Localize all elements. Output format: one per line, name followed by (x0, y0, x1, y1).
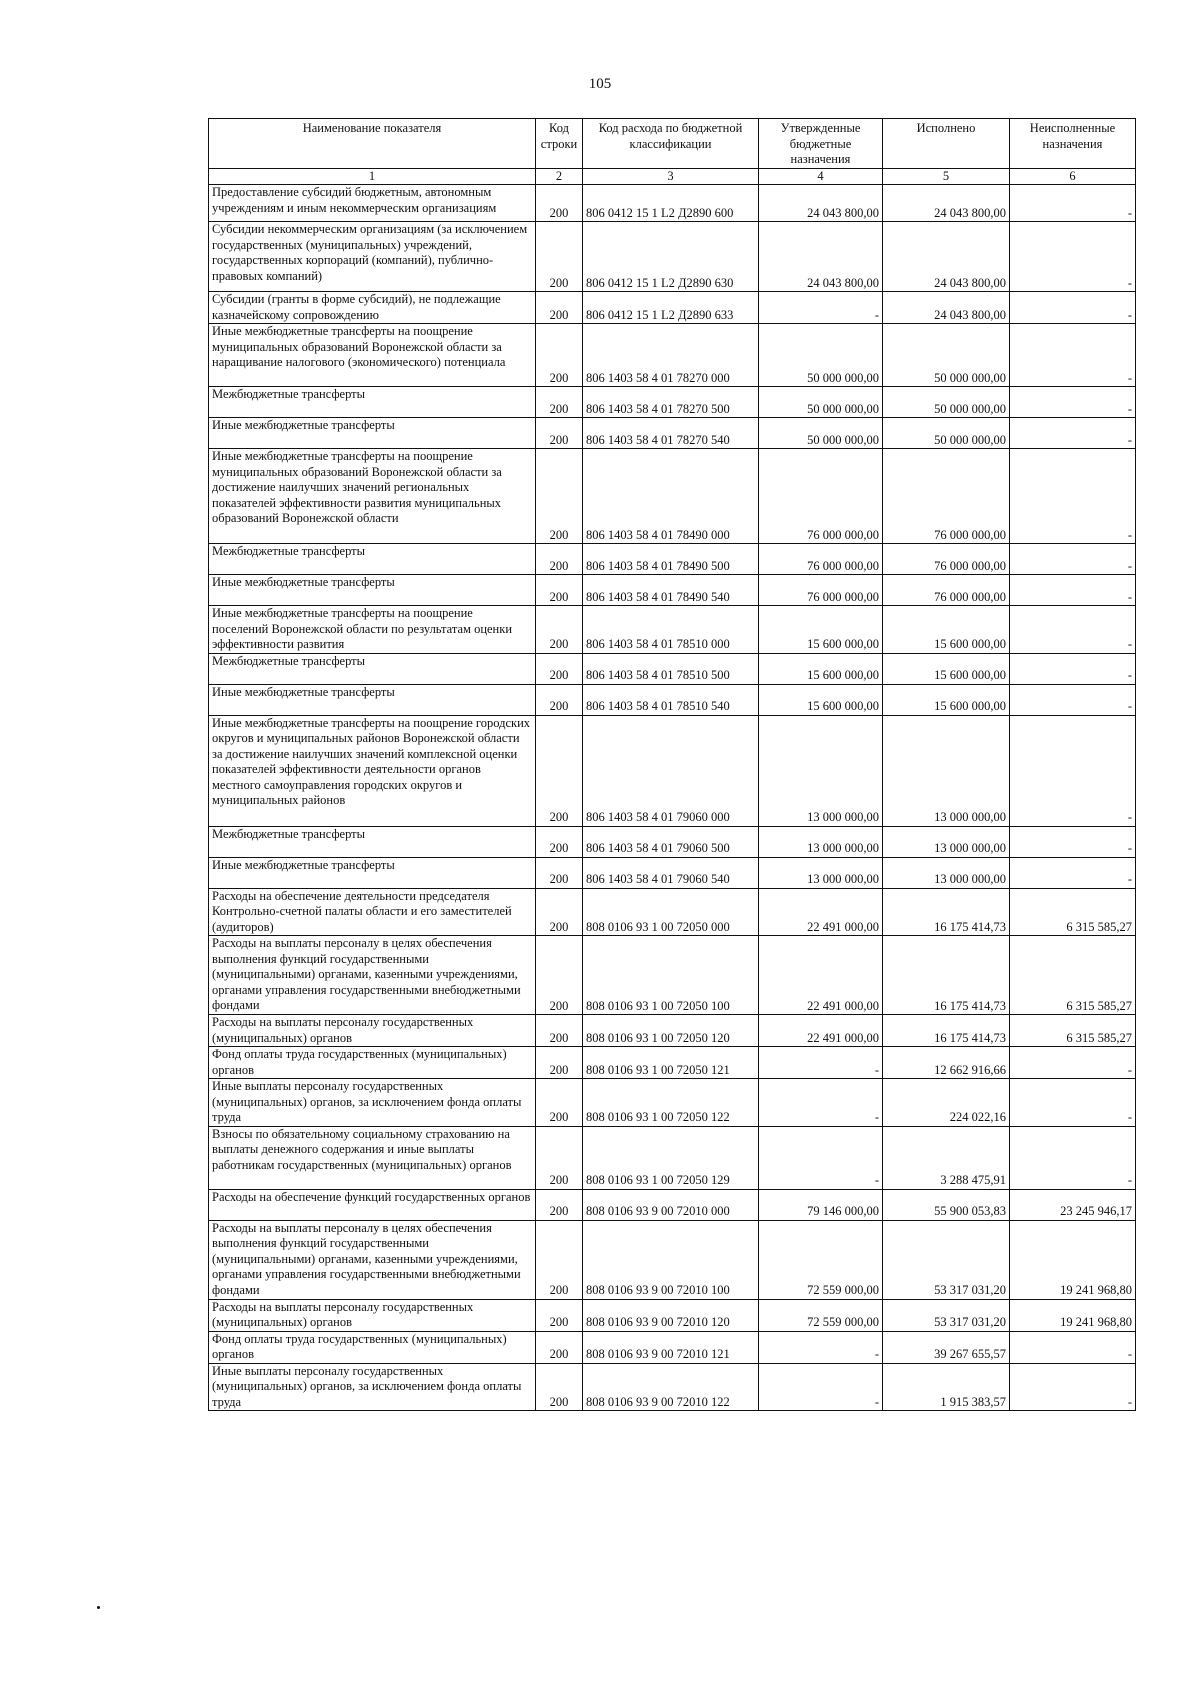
table-row (209, 1047, 1136, 1079)
cell-approved: 72 559 000,00 (759, 1220, 883, 1299)
cell-name: Иные выплаты персоналу государственных (муниципальных) органов, за исключением фонда оплаты труда (209, 1079, 536, 1127)
table-row (209, 1126, 1136, 1189)
cell-code: 808 0106 93 1 00 72050 000 (583, 888, 759, 936)
cell-approved: 50 000 000,00 (759, 418, 883, 449)
cell-unexecuted: - (1010, 449, 1136, 544)
cell-approved: 76 000 000,00 (759, 449, 883, 544)
cell-line: 200 (536, 826, 583, 857)
header-name: Наименование показателя (209, 119, 536, 169)
column-number: 1 (209, 169, 536, 185)
column-number: 5 (883, 169, 1010, 185)
cell-name: Расходы на обеспечение деятельности председателя Контрольно-счетной палаты области и его заместителей (аудиторов) (209, 888, 536, 936)
cell-unexecuted: 6 315 585,27 (1010, 888, 1136, 936)
header-approved: Утвержденные бюджетные назначения (759, 119, 883, 169)
cell-executed: 13 000 000,00 (883, 826, 1010, 857)
cell-executed: 15 600 000,00 (883, 684, 1010, 715)
cell-code: 806 1403 58 4 01 78490 000 (583, 449, 759, 544)
cell-code: 806 1403 58 4 01 78510 000 (583, 606, 759, 654)
table-row (209, 653, 1136, 684)
header-classification-code: Код расхода по бюджетной классификации (583, 119, 759, 169)
table-row (209, 826, 1136, 857)
cell-line: 200 (536, 1126, 583, 1189)
cell-name: Межбюджетные трансферты (209, 653, 536, 684)
cell-approved: 24 043 800,00 (759, 185, 883, 222)
cell-unexecuted: - (1010, 653, 1136, 684)
cell-line: 200 (536, 606, 583, 654)
page-number: 105 (588, 76, 612, 92)
cell-approved: 22 491 000,00 (759, 936, 883, 1015)
cell-unexecuted: - (1010, 324, 1136, 387)
cell-unexecuted: - (1010, 222, 1136, 292)
cell-code: 806 0412 15 1 L2 Д2890 630 (583, 222, 759, 292)
cell-name: Субсидии (гранты в форме субсидий), не подлежащие казначейскому сопровождению (209, 292, 536, 324)
cell-unexecuted: - (1010, 575, 1136, 606)
cell-name: Расходы на обеспечение функций государственных органов (209, 1189, 536, 1220)
table-row (209, 324, 1136, 387)
cell-code: 806 0412 15 1 L2 Д2890 633 (583, 292, 759, 324)
cell-name: Иные межбюджетные трансферты (209, 857, 536, 888)
cell-line: 200 (536, 575, 583, 606)
cell-unexecuted: - (1010, 185, 1136, 222)
table-row (209, 684, 1136, 715)
cell-unexecuted: - (1010, 715, 1136, 826)
cell-name: Иные межбюджетные трансферты на поощрение поселений Воронежской области по результатам оценки эффективности развития (209, 606, 536, 654)
cell-approved: 13 000 000,00 (759, 715, 883, 826)
cell-name: Расходы на выплаты персоналу в целях обеспечения выполнения функций государственными (муниципальными) органами, казенными учреждениями, органами управления государственными внебюджетными фондами (209, 1220, 536, 1299)
table-row (209, 1363, 1136, 1411)
cell-line: 200 (536, 292, 583, 324)
cell-executed: 3 288 475,91 (883, 1126, 1010, 1189)
cell-code: 806 1403 58 4 01 78270 000 (583, 324, 759, 387)
cell-approved: 50 000 000,00 (759, 387, 883, 418)
cell-line: 200 (536, 418, 583, 449)
cell-executed: 224 022,16 (883, 1079, 1010, 1127)
cell-approved: - (759, 1047, 883, 1079)
cell-name: Иные выплаты персоналу государственных (муниципальных) органов, за исключением фонда оплаты труда (209, 1363, 536, 1411)
cell-code: 806 1403 58 4 01 78490 500 (583, 544, 759, 575)
table-row (209, 606, 1136, 654)
table-row (209, 185, 1136, 222)
column-number: 2 (536, 169, 583, 185)
cell-executed: 16 175 414,73 (883, 936, 1010, 1015)
header-unexecuted: Неисполненные назначения (1010, 119, 1136, 169)
cell-approved: - (759, 1126, 883, 1189)
cell-name: Иные межбюджетные трансферты на поощрение муниципальных образований Воронежской области за достижение наилучших значений региональных показателей эффективности развития муниципальных образований Воронежской области (209, 449, 536, 544)
cell-unexecuted: - (1010, 1363, 1136, 1411)
cell-unexecuted: - (1010, 544, 1136, 575)
cell-unexecuted: - (1010, 1331, 1136, 1363)
cell-name: Межбюджетные трансферты (209, 387, 536, 418)
cell-name: Иные межбюджетные трансферты (209, 575, 536, 606)
cell-unexecuted: - (1010, 1047, 1136, 1079)
cell-executed: 24 043 800,00 (883, 185, 1010, 222)
cell-approved: 22 491 000,00 (759, 888, 883, 936)
cell-executed: 13 000 000,00 (883, 715, 1010, 826)
table-row (209, 222, 1136, 292)
cell-line: 200 (536, 715, 583, 826)
cell-approved: 50 000 000,00 (759, 324, 883, 387)
cell-line: 200 (536, 1299, 583, 1331)
header-line-code: Код строки (536, 119, 583, 169)
cell-executed: 53 317 031,20 (883, 1220, 1010, 1299)
header-row (209, 119, 1136, 169)
cell-unexecuted: 6 315 585,27 (1010, 1015, 1136, 1047)
header-executed: Исполнено (883, 119, 1010, 169)
cell-line: 200 (536, 1331, 583, 1363)
cell-code: 806 1403 58 4 01 78270 540 (583, 418, 759, 449)
cell-unexecuted: - (1010, 292, 1136, 324)
table-row (209, 1331, 1136, 1363)
cell-code: 808 0106 93 1 00 72050 122 (583, 1079, 759, 1127)
cell-code: 808 0106 93 1 00 72050 100 (583, 936, 759, 1015)
cell-name: Расходы на выплаты персоналу государственных (муниципальных) органов (209, 1015, 536, 1047)
cell-executed: 76 000 000,00 (883, 575, 1010, 606)
cell-unexecuted: 6 315 585,27 (1010, 936, 1136, 1015)
table-row (209, 1299, 1136, 1331)
table-row (209, 292, 1136, 324)
cell-executed: 1 915 383,57 (883, 1363, 1010, 1411)
cell-approved: 13 000 000,00 (759, 857, 883, 888)
cell-unexecuted: 19 241 968,80 (1010, 1220, 1136, 1299)
table-row (209, 418, 1136, 449)
cell-approved: 13 000 000,00 (759, 826, 883, 857)
cell-name: Субсидии некоммерческим организациям (за исключением государственных (муниципальных) учреждений, государственных корпораций (компаний), публично-правовых компаний) (209, 222, 536, 292)
cell-name: Иные межбюджетные трансферты (209, 418, 536, 449)
cell-code: 808 0106 93 9 00 72010 000 (583, 1189, 759, 1220)
cell-line: 200 (536, 387, 583, 418)
table-row (209, 544, 1136, 575)
cell-unexecuted: - (1010, 606, 1136, 654)
cell-line: 200 (536, 1189, 583, 1220)
cell-line: 200 (536, 888, 583, 936)
cell-name: Иные межбюджетные трансферты (209, 684, 536, 715)
cell-line: 200 (536, 1079, 583, 1127)
cell-unexecuted: - (1010, 418, 1136, 449)
cell-code: 806 1403 58 4 01 78270 500 (583, 387, 759, 418)
cell-approved: 15 600 000,00 (759, 684, 883, 715)
cell-name: Фонд оплаты труда государственных (муниципальных) органов (209, 1331, 536, 1363)
column-number-row (209, 169, 1136, 185)
cell-executed: 50 000 000,00 (883, 387, 1010, 418)
cell-approved: 15 600 000,00 (759, 606, 883, 654)
cell-name: Расходы на выплаты персоналу в целях обеспечения выполнения функций государственными (муниципальными) органами, казенными учреждениями, органами управления государственными внебюджетными фондами (209, 936, 536, 1015)
cell-code: 806 1403 58 4 01 78510 540 (583, 684, 759, 715)
cell-code: 806 1403 58 4 01 78490 540 (583, 575, 759, 606)
cell-name: Предоставление субсидий бюджетным, автономным учреждениям и иным некоммерческим организациям (209, 185, 536, 222)
cell-approved: 24 043 800,00 (759, 222, 883, 292)
table-row (209, 857, 1136, 888)
table-row (209, 575, 1136, 606)
table-row (209, 387, 1136, 418)
cell-executed: 24 043 800,00 (883, 222, 1010, 292)
cell-executed: 39 267 655,57 (883, 1331, 1010, 1363)
column-number: 4 (759, 169, 883, 185)
cell-code: 808 0106 93 9 00 72010 122 (583, 1363, 759, 1411)
cell-unexecuted: - (1010, 684, 1136, 715)
cell-executed: 53 317 031,20 (883, 1299, 1010, 1331)
cell-unexecuted: - (1010, 826, 1136, 857)
cell-executed: 12 662 916,66 (883, 1047, 1010, 1079)
cell-code: 806 1403 58 4 01 79060 500 (583, 826, 759, 857)
cell-code: 806 0412 15 1 L2 Д2890 600 (583, 185, 759, 222)
cell-approved: - (759, 292, 883, 324)
cell-name: Межбюджетные трансферты (209, 826, 536, 857)
cell-unexecuted: 19 241 968,80 (1010, 1299, 1136, 1331)
column-number: 6 (1010, 169, 1136, 185)
cell-code: 806 1403 58 4 01 78510 500 (583, 653, 759, 684)
cell-unexecuted: - (1010, 1079, 1136, 1127)
cell-line: 200 (536, 653, 583, 684)
cell-executed: 16 175 414,73 (883, 1015, 1010, 1047)
cell-executed: 13 000 000,00 (883, 857, 1010, 888)
cell-approved: - (759, 1363, 883, 1411)
column-number: 3 (583, 169, 759, 185)
cell-unexecuted: 23 245 946,17 (1010, 1189, 1136, 1220)
cell-executed: 55 900 053,83 (883, 1189, 1010, 1220)
cell-unexecuted: - (1010, 857, 1136, 888)
cell-approved: 72 559 000,00 (759, 1299, 883, 1331)
table-row (209, 1189, 1136, 1220)
cell-line: 200 (536, 324, 583, 387)
cell-approved: - (759, 1079, 883, 1127)
cell-executed: 50 000 000,00 (883, 324, 1010, 387)
budget-execution-table (208, 118, 1136, 1411)
cell-line: 200 (536, 222, 583, 292)
cell-code: 806 1403 58 4 01 79060 000 (583, 715, 759, 826)
cell-approved: 15 600 000,00 (759, 653, 883, 684)
table-row (209, 1079, 1136, 1127)
cell-approved: 22 491 000,00 (759, 1015, 883, 1047)
cell-executed: 15 600 000,00 (883, 606, 1010, 654)
cell-approved: 79 146 000,00 (759, 1189, 883, 1220)
cell-line: 200 (536, 1015, 583, 1047)
cell-approved: 76 000 000,00 (759, 544, 883, 575)
table-row (209, 715, 1136, 826)
cell-code: 806 1403 58 4 01 79060 540 (583, 857, 759, 888)
cell-name: Иные межбюджетные трансферты на поощрение муниципальных образований Воронежской области за наращивание налогового (экономического) потенциала (209, 324, 536, 387)
cell-name: Иные межбюджетные трансферты на поощрение городских округов и муниципальных районов Воронежской области за достижение наилучших значений комплексной оценки показателей эффективности деятельности органов местного самоуправления городских округов и муниципальных районов (209, 715, 536, 826)
cell-line: 200 (536, 1363, 583, 1411)
cell-code: 808 0106 93 9 00 72010 120 (583, 1299, 759, 1331)
cell-line: 200 (536, 857, 583, 888)
cell-approved: - (759, 1331, 883, 1363)
cell-executed: 16 175 414,73 (883, 888, 1010, 936)
cell-name: Фонд оплаты труда государственных (муниципальных) органов (209, 1047, 536, 1079)
cell-name: Расходы на выплаты персоналу государственных (муниципальных) органов (209, 1299, 536, 1331)
cell-code: 808 0106 93 9 00 72010 100 (583, 1220, 759, 1299)
cell-name: Взносы по обязательному социальному страхованию на выплаты денежного содержания и иные выплаты работникам государственных (муниципальных) органов (209, 1126, 536, 1189)
cell-name: Межбюджетные трансферты (209, 544, 536, 575)
table-row (209, 936, 1136, 1015)
cell-unexecuted: - (1010, 1126, 1136, 1189)
cell-line: 200 (536, 684, 583, 715)
cell-executed: 50 000 000,00 (883, 418, 1010, 449)
cell-code: 808 0106 93 9 00 72010 121 (583, 1331, 759, 1363)
cell-line: 200 (536, 544, 583, 575)
cell-line: 200 (536, 449, 583, 544)
table-body (209, 185, 1136, 1411)
scan-dot (97, 1606, 100, 1609)
cell-code: 808 0106 93 1 00 72050 120 (583, 1015, 759, 1047)
cell-line: 200 (536, 1220, 583, 1299)
cell-line: 200 (536, 936, 583, 1015)
cell-executed: 15 600 000,00 (883, 653, 1010, 684)
cell-code: 808 0106 93 1 00 72050 129 (583, 1126, 759, 1189)
cell-approved: 76 000 000,00 (759, 575, 883, 606)
table-row (209, 888, 1136, 936)
cell-line: 200 (536, 185, 583, 222)
cell-executed: 76 000 000,00 (883, 449, 1010, 544)
cell-code: 808 0106 93 1 00 72050 121 (583, 1047, 759, 1079)
cell-executed: 76 000 000,00 (883, 544, 1010, 575)
table-row (209, 449, 1136, 544)
table-row (209, 1220, 1136, 1299)
cell-executed: 24 043 800,00 (883, 292, 1010, 324)
cell-unexecuted: - (1010, 387, 1136, 418)
cell-line: 200 (536, 1047, 583, 1079)
table-row (209, 1015, 1136, 1047)
